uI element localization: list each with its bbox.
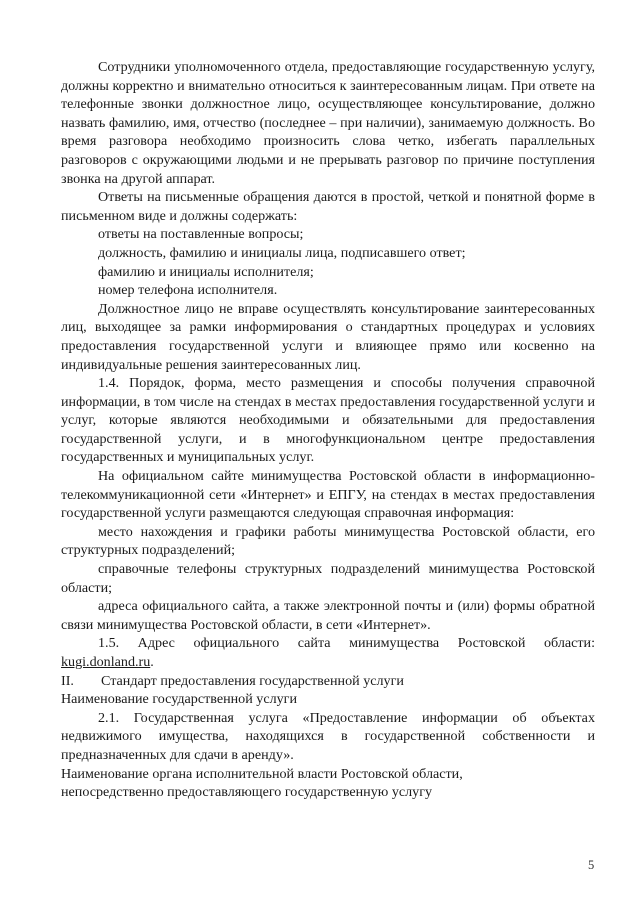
official-site-link[interactable]: kugi.donland.ru bbox=[61, 654, 151, 670]
paragraph-1-5 bbox=[61, 634, 595, 671]
subheading-executive-body bbox=[61, 765, 595, 802]
list-item-answers: ответы на поставленные вопросы; bbox=[98, 226, 304, 243]
list-item-site-addresses: адреса официального сайта, а также электронной почты и (или) формы обратной связи минимущества Ростовской области, в сети «Интернет». bbox=[61, 598, 595, 633]
page-content bbox=[61, 58, 595, 802]
list-item-phone: номер телефона исполнителя. bbox=[98, 282, 278, 299]
paragraph-1-5-suffix: . bbox=[150, 654, 154, 670]
list-item-reference-phones: справочные телефоны структурных подразделений минимущества Ростовской области; bbox=[61, 561, 595, 596]
paragraph-consultation-conduct: Сотрудники уполномоченного отдела, предоставляющие государственную услугу, должны корректно и внимательно относиться к заинтересованным лицам. При ответе на телефонные звонки должностное лицо, осуществляющее консультирование, должно назвать фамилию, имя, отчество (последнее – при наличии), занимаемую должность. Во время разговора необходимо произносить слова четко, избегать параллельных разговоров с окружающими людьми и не прерывать разговор по причине поступления звонка на другой аппарат. bbox=[61, 59, 595, 187]
list-item-executor: фамилию и инициалы исполнителя; bbox=[98, 263, 314, 280]
section-number: II. bbox=[61, 672, 74, 689]
subheading-service-name: Наименование государственной услуги bbox=[61, 691, 298, 708]
paragraph-1-4: 1.4. Порядок, форма, место размещения и способы получения справочной информации, в том числе на стендах в местах предоставления государственной услуги и услуг, которые являются необходимыми и обязательными для предоставления государственной услуги, и в многофункциональном центре предоставления государственных и муниципальных услуг. bbox=[61, 375, 595, 466]
paragraph-official-site-info: На официальном сайте минимущества Ростовской области в информационно-телекоммуникационной сети «Интернет» и ЕПГУ, на стендах в местах предоставления государственной услуги размещаются следующая справочная информация: bbox=[61, 468, 595, 522]
page-number: 5 bbox=[588, 858, 595, 872]
paragraph-2-1: 2.1. Государственная услуга «Предоставление информации об объектах недвижимого имущества, находящихся в государственной собственности и предназначенных для сдачи в аренду». bbox=[61, 709, 595, 763]
paragraph-written-replies: Ответы на письменные обращения даются в простой, четкой и понятной форме в письменном виде и должны содержать: bbox=[61, 189, 595, 224]
section-title: Стандарт предоставления государственной услуги bbox=[101, 672, 404, 689]
list-item-location-schedule: место нахождения и графики работы минимущества Ростовской области, его структурных подразделений; bbox=[61, 523, 595, 559]
paragraph-consultation-limits: Должностное лицо не вправе осуществлять консультирование заинтересованных лиц, выходящее за рамки информирования о стандартных процедурах и условиях предоставления государственной услуги и влияющее прямо или косвенно на индивидуальные решения заинтересованных лиц. bbox=[61, 300, 595, 373]
section-heading bbox=[61, 672, 595, 691]
subheading-executive-body-line2: непосредственно предоставляющего государственную услугу bbox=[61, 784, 433, 801]
paragraph-1-5-text: 1.5. Адрес официального сайта минимущества Ростовской области: bbox=[98, 635, 595, 652]
subheading-executive-body-line1: Наименование органа исполнительной власти Ростовской области, bbox=[61, 765, 463, 782]
list-item-signer: должность, фамилию и инициалы лица, подписавшего ответ; bbox=[98, 244, 466, 261]
